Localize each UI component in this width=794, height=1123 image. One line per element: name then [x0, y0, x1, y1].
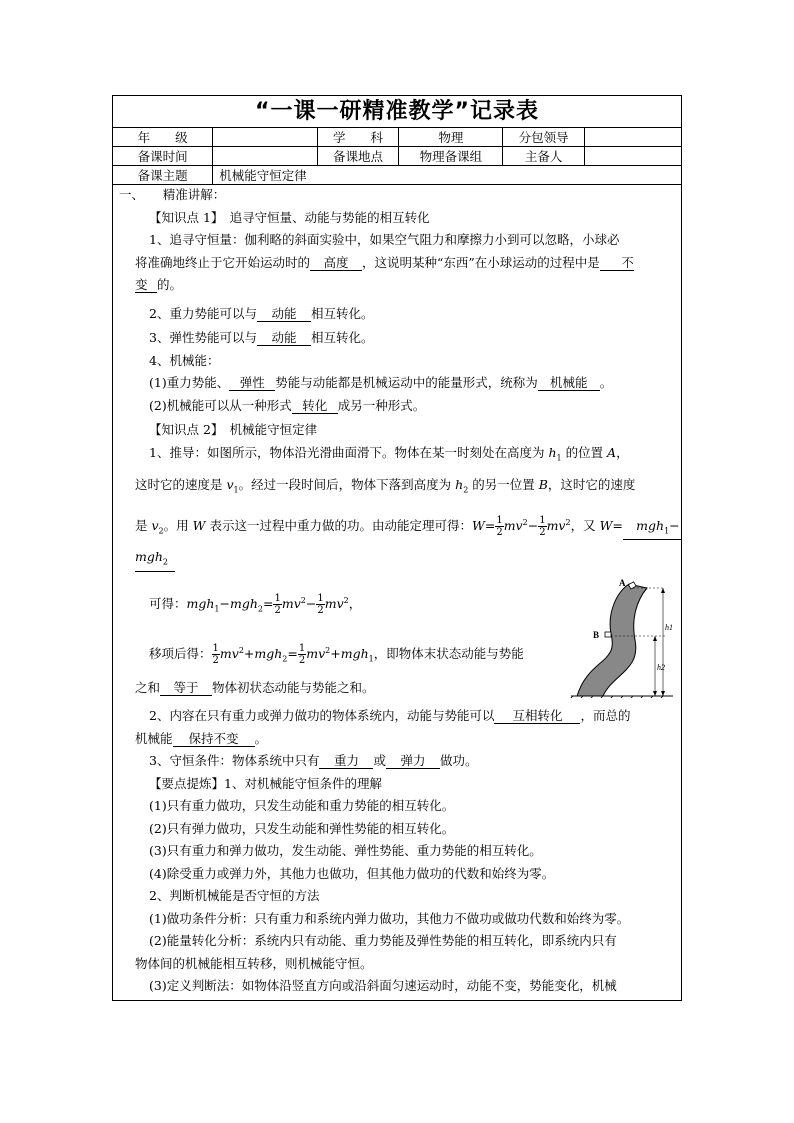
page-title: “一课一研精准教学”记录表 — [113, 96, 681, 128]
main-label: 主备人 — [503, 147, 585, 166]
blank-constant-b: 变 — [135, 277, 157, 293]
blank-kinetic-2: 动能 — [257, 330, 311, 346]
blank-mechanical: 机械能 — [538, 375, 600, 391]
k2-para8: 2、内容在只有重力或弹力做功的物体系统内，动能与势能可以 互相转化 ，而总的 — [149, 708, 631, 724]
k1-para1-line3: 变 的。 — [135, 277, 183, 292]
place-value: 物理备课组 — [399, 147, 503, 166]
k2-para1-line1: 1、推导：如图所示，物体沿光滑曲面滑下。物体在某一时刻处在高度为 $h_1$ 的位置 A， — [149, 444, 629, 462]
k2-para1-line3: 是 $v_2$。用 W 表示这一过程中重力做的功。由动能定理可得：W= $\frac{1}{2}$ $mv^2-$ $\frac{1}{2}$ $mv^2$，又 W= mgh$_1$− — [119, 508, 675, 547]
k2-para10: 3、守恒条件：物体系统中只有 重力 或 弹力 做功。 — [149, 753, 478, 769]
k2-derive-2: 移项后得： $\frac{1}{2}$ $mv^2+mgh_2=$ $\frac{1}{2}$ $mv^2+mgh_1$，即物体末状态动能与势能 — [149, 643, 524, 667]
k1-para3: 3、弹性势能可以与 动能 相互转化。 — [149, 330, 374, 345]
time-value — [213, 147, 317, 166]
k1-para6: (2)机械能可以从一种形式 转化 成另一种形式。 — [149, 397, 426, 413]
blank-transform: 转化 — [292, 398, 338, 414]
k2-derive-1: 可得：mgh$_1$−mgh$_2$= $\frac{1}{2}$ $mv^2-$ $\frac{1}{2}$ $mv^2$， — [149, 592, 362, 616]
label-a: A — [619, 578, 626, 588]
k2-para9: 机械能 保持不变 。 — [135, 730, 268, 746]
key-point-5: 2、判断机械能是否守恒的方法 — [149, 888, 320, 904]
label-h2: h2 — [657, 663, 665, 672]
section-heading: 一、 精准讲解： — [119, 187, 226, 202]
key-point-6: (1)做功条件分析：只有重力和系统内弹力做功，其他力不做功或做功代数和始终为零。 — [149, 910, 630, 926]
k2-para1-line4: mgh$_2$ — [119, 546, 675, 572]
main-value — [585, 147, 681, 166]
grade-label: 年 级 — [113, 128, 213, 147]
knowledge-1-title: 【知识点 1】 追寻守恒量、动能与势能的相互转化 — [149, 209, 430, 225]
blank-gravity: 重力 — [319, 753, 373, 769]
label-h1: h1 — [665, 623, 673, 632]
key-point-4: (4)除受重力或弹力外，其他力也做功，但其他力做功的代数和始终为零。 — [149, 865, 555, 881]
subject-label: 学 科 — [317, 128, 399, 147]
k1-para2: 2、重力势能可以与 动能 相互转化。 — [149, 305, 374, 321]
leader-label: 分包领导 — [503, 128, 585, 147]
topic-label: 备课主题 — [113, 166, 213, 185]
grade-value — [213, 128, 317, 147]
key-points-title: 【要点提炼】1、对机械能守恒条件的理解 — [149, 775, 382, 791]
header-table — [113, 128, 681, 185]
key-point-2: (2)只有弹力做功，只发生动能和弹性势能的相互转化。 — [149, 820, 455, 836]
curved-slope-figure — [567, 578, 677, 698]
k1-para4: 4、机械能： — [149, 352, 220, 368]
topic-value: 机械能守恒定律 — [213, 166, 681, 185]
key-point-7a: (2)能量转化分析：系统内只有动能、重力势能及弹性势能的相互转化，即系统内只有 — [149, 933, 617, 949]
k1-para5: (1)重力势能、 弹性 势能与动能都是机械运动中的能量形式，统称为 机械能 。 — [149, 375, 613, 390]
key-point-8: (3)定义判断法：如物体沿竖直方向或沿斜面匀速运动时，动能不变，势能变化，机械 — [149, 978, 617, 994]
blank-constant-a: 不 — [600, 255, 634, 271]
k2-para7: 之和 等于 物体初状态动能与势能之和。 — [135, 679, 375, 695]
knowledge-2-title: 【知识点 2】 机械能守恒定律 — [149, 422, 318, 437]
subject-value: 物理 — [399, 128, 503, 147]
leader-value — [585, 128, 681, 147]
k1-para1-line2: 将准确地终止于它开始运动时的 高度 ，这说明某种“东西”在小球运动的过程中是 不 — [135, 254, 634, 270]
blank-convert: 互相转化 — [494, 708, 580, 724]
record-sheet — [112, 95, 682, 1001]
key-point-3: (3)只有重力和弹力做功，发生动能、弹性势能、重力势能的相互转化。 — [149, 843, 542, 859]
blank-elastic: 弹性 — [229, 375, 275, 391]
key-point-7b: 物体间的机械能相互转移，则机械能守恒。 — [135, 955, 373, 971]
time-label: 备课时间 — [113, 147, 213, 166]
label-b: B — [593, 630, 600, 640]
blank-spring: 弹力 — [386, 753, 440, 769]
place-label: 备课地点 — [317, 147, 399, 166]
k2-para1-line2: 这时它的速度是 $v_1$。经过一段时间后，物体下落到高度为 $h_2$ 的另一位置 B，这时它的速度 — [135, 476, 636, 494]
blank-kinetic-1: 动能 — [257, 306, 311, 322]
key-point-1: (1)只有重力做功，只发生动能和重力势能的相互转化。 — [149, 798, 455, 814]
blank-height: 高度 — [310, 255, 362, 271]
blank-equal: 等于 — [160, 680, 212, 696]
blank-constant-total: 保持不变 — [173, 731, 255, 747]
k1-para1-line1: 1、追寻守恒量：伽利略的斜面实验中，如果空气阻力和摩擦力小到可以忽略，小球必 — [149, 232, 620, 247]
